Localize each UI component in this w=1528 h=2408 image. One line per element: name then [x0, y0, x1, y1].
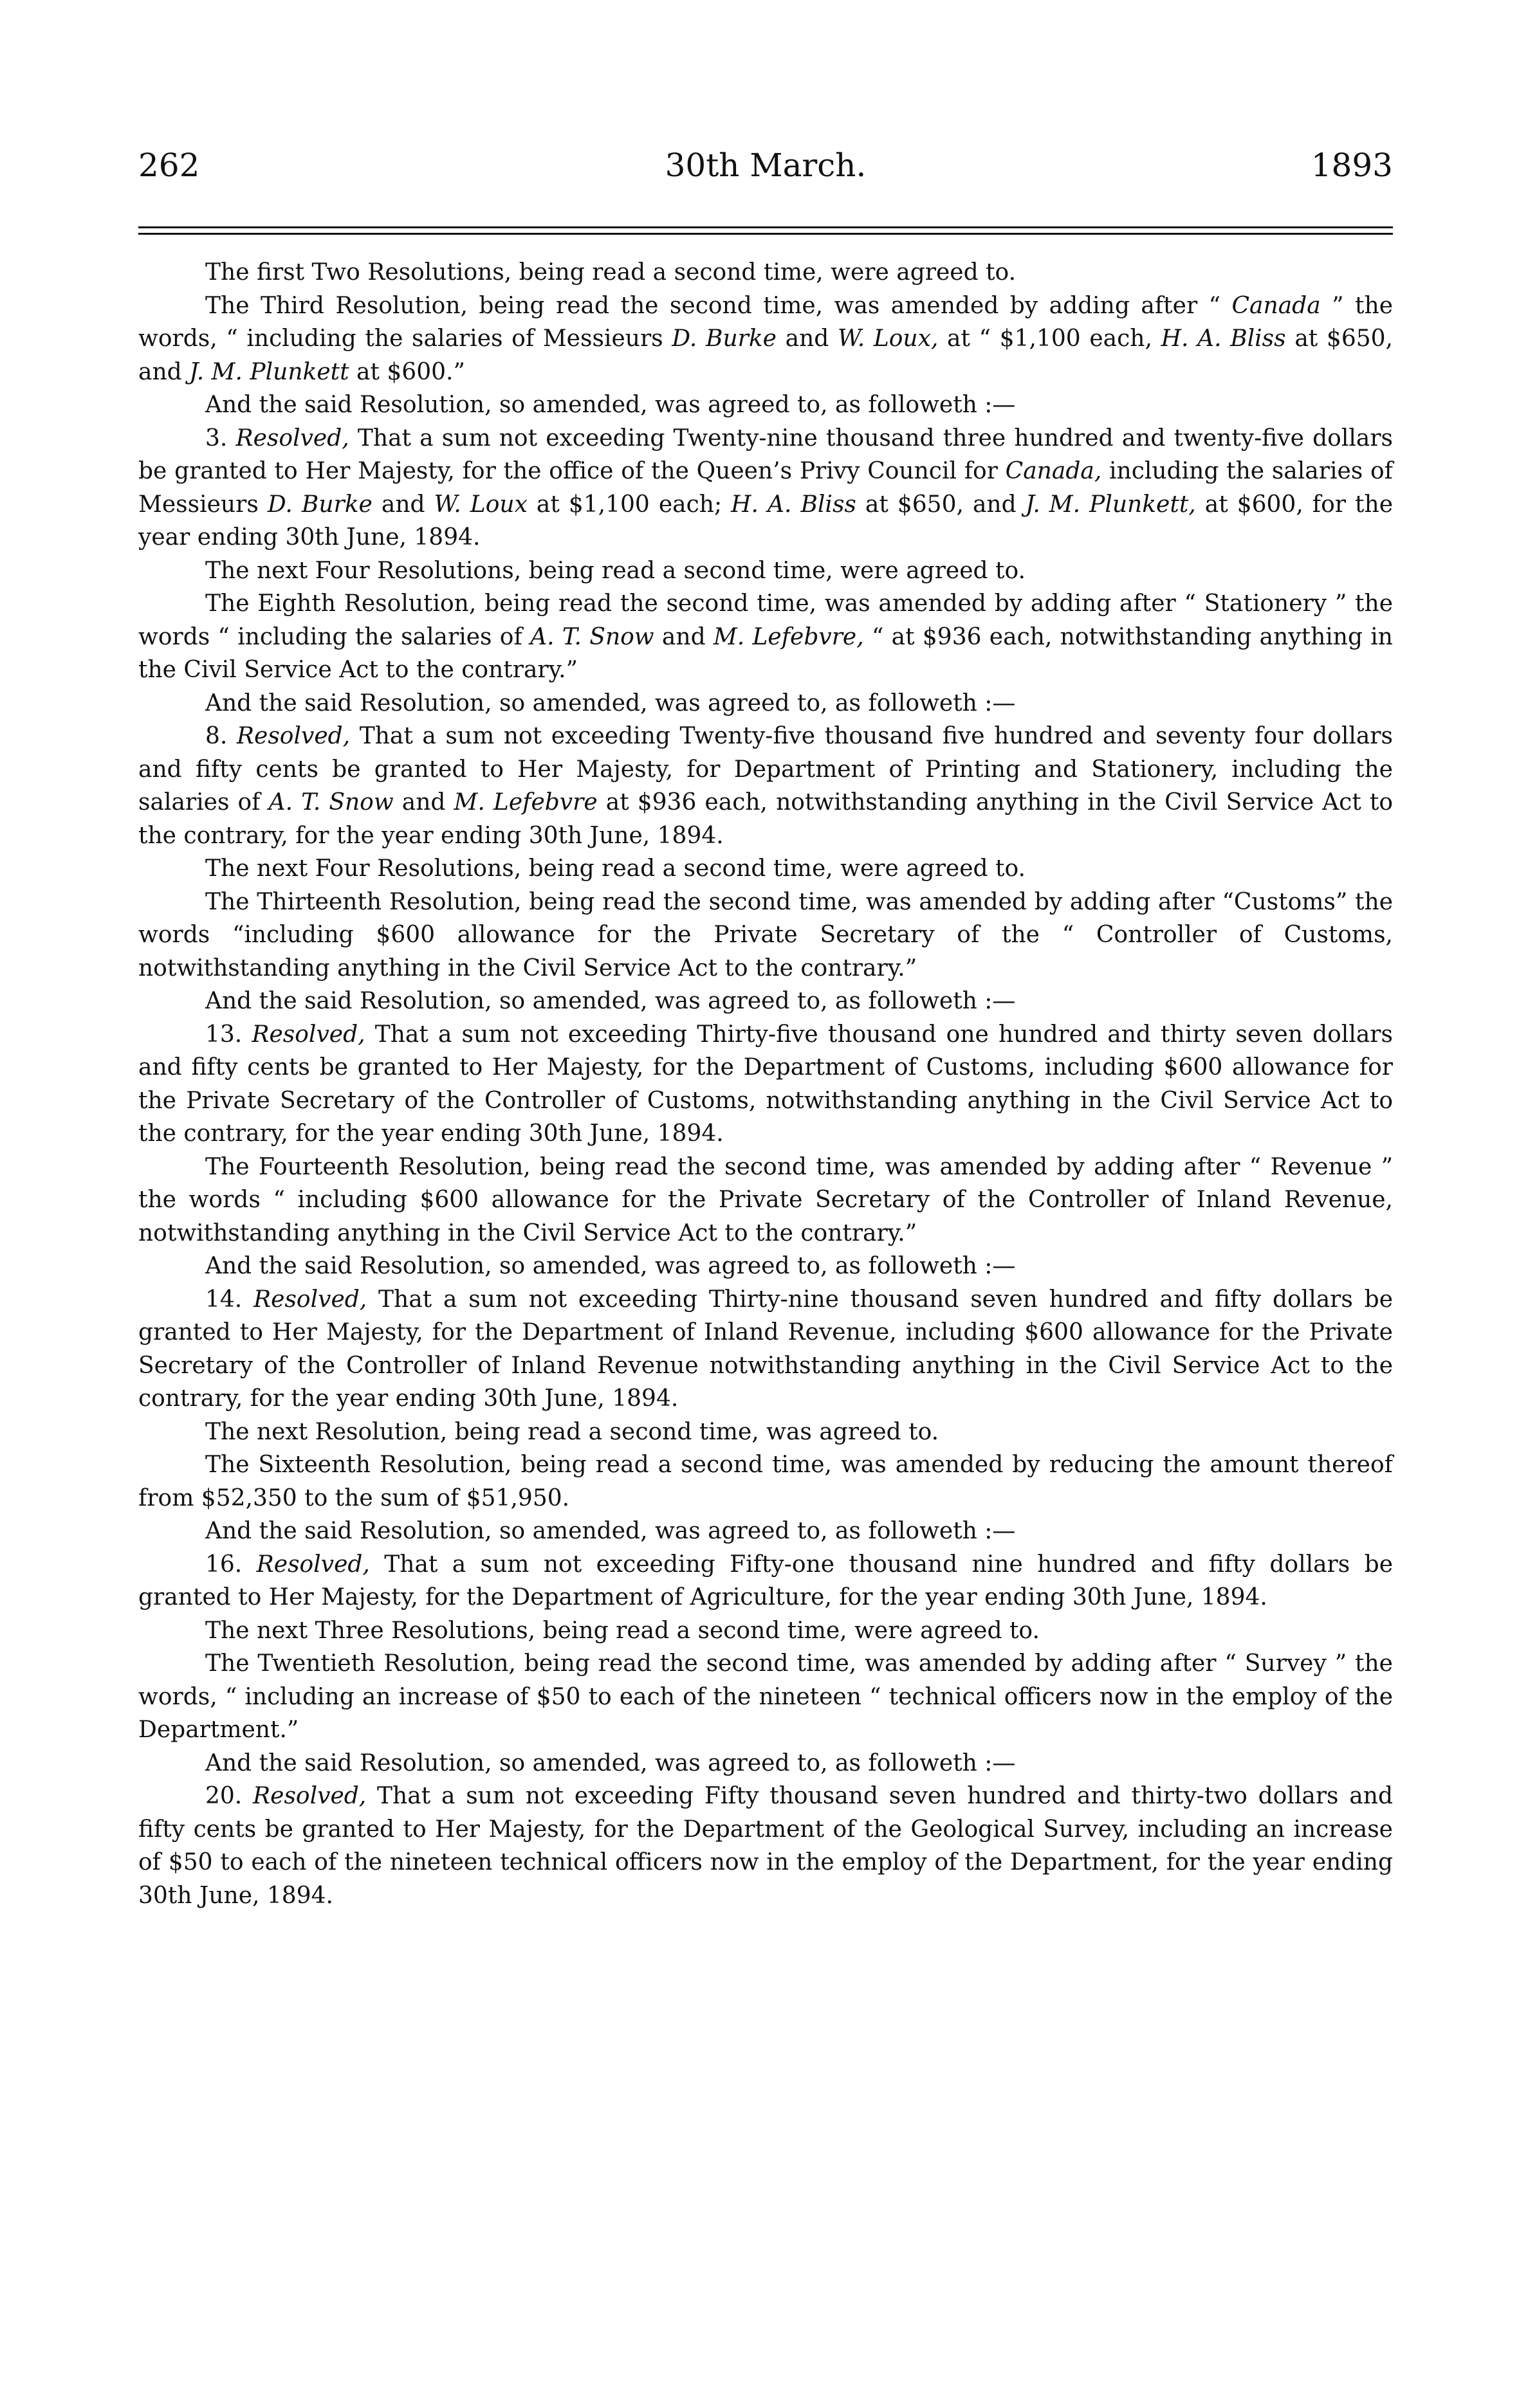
italic-text: H. A. Bliss — [731, 491, 856, 518]
paragraph-text: The next Three Resolutions, being read a second time, were agreed to. — [205, 1617, 1040, 1644]
paragraph — [138, 1548, 1393, 1614]
paragraph-text: The Eighth Resolution, being read the second time, was amended by adding after “ Stationery ” the words “ including the salaries of — [138, 590, 1393, 650]
paragraph-text: at $936 each, notwithstanding anything in the Civil Service Act to the contrary, for the year ending 30th June, 1894. — [138, 789, 1394, 849]
paragraph-text: The next Resolution, being read a second time, was agreed to. — [205, 1418, 939, 1445]
paragraph-text: The Third Resolution, being read the second time, was amended by adding after “ — [205, 292, 1232, 319]
paragraph — [138, 422, 1393, 554]
paragraph-text: at $650, and — [856, 491, 1026, 518]
italic-text: J. M. Plunkett — [189, 358, 349, 385]
paragraph-text: And the said Resolution, so amended, was agreed to, as followeth :— — [205, 689, 1016, 716]
paragraph-text: at $600, for the year ending 30th June, 1894. — [138, 491, 1393, 551]
paragraph — [138, 554, 1393, 588]
paragraph-text: “ at $936 each, notwithstanding anything in the Civil Service Act to the contrary.” — [138, 623, 1393, 683]
paragraph-text: That a sum not exceeding Twenty-five thousand five hundred and seventy four dollars and fifty cents be granted to Her Majesty, for Department of Printing and Stationery, including the salaries of — [138, 723, 1393, 816]
document-body — [138, 256, 1393, 1912]
paragraph-text: and — [654, 623, 713, 650]
paragraph — [138, 852, 1393, 886]
italic-text: Canada, — [1005, 458, 1102, 484]
page-number: 262 — [138, 147, 200, 184]
paragraph — [138, 1151, 1393, 1250]
paragraph-text: And the said Resolution, so amended, was agreed to, as followeth :— — [205, 1253, 1016, 1279]
paragraph-text: And the said Resolution, so amended, was agreed to, as followeth :— — [205, 392, 1016, 418]
italic-text: H. A. Bliss — [1161, 325, 1286, 352]
paragraph — [138, 256, 1393, 289]
page-header — [138, 143, 1393, 188]
header-rule-bottom — [138, 233, 1393, 235]
italic-text: Resolved, — [256, 1551, 370, 1578]
paragraph — [138, 1448, 1393, 1515]
paragraph-text: 8. — [205, 723, 237, 749]
paragraph — [138, 1747, 1393, 1780]
paragraph — [138, 289, 1393, 389]
paragraph — [138, 1283, 1393, 1416]
italic-text: W. Loux — [434, 491, 528, 518]
paragraph-text: The first Two Resolutions, being read a second time, were agreed to. — [205, 259, 1017, 286]
paragraph-text: at “ $1,100 each, — [938, 325, 1161, 352]
header-rule-top — [138, 226, 1393, 228]
paragraph — [138, 1647, 1393, 1747]
paragraph-text: 13. — [205, 1021, 252, 1048]
paragraph-text: And the said Resolution, so amended, was agreed to, as followeth :— — [205, 1518, 1016, 1544]
paragraph-text: That a sum not exceeding Thirty-five thousand one hundred and thirty seven dollars and fifty cents be granted to Her Majesty, for the Department of Customs, including $600 allowance for the Private Secretary of the Controller of Customs, notwithstanding anything in the Civil Service Act to the contrary, for the year ending 30th June, 1894. — [138, 1021, 1393, 1147]
paragraph — [138, 1614, 1393, 1648]
header-date: 30th March. — [665, 147, 867, 184]
paragraph-text: at $600.” — [349, 358, 465, 385]
paragraph-text: 3. — [205, 424, 236, 452]
paragraph — [138, 886, 1393, 985]
paragraph-text: That a sum not exceeding Twenty-nine thousand three hundred and twenty-five dollars be granted to Her Majesty, for the office of the Queen’s Privy Council for — [138, 424, 1393, 484]
italic-text: W. Loux, — [838, 325, 939, 352]
italic-text: Resolved, — [252, 1021, 365, 1048]
italic-text: J. M. Plunkett, — [1025, 491, 1196, 518]
paragraph-text: and — [393, 789, 454, 816]
paragraph-text: at $650, and — [138, 325, 1393, 385]
paragraph — [138, 388, 1393, 422]
paragraph — [138, 687, 1393, 720]
paragraph-text: 20. — [205, 1783, 253, 1809]
paragraph-text: The next Four Resolutions, being read a second time, were agreed to. — [205, 855, 1026, 882]
paragraph — [138, 1416, 1393, 1449]
italic-text: Resolved, — [253, 1286, 367, 1313]
paragraph — [138, 1515, 1393, 1548]
italic-text: Resolved, — [253, 1783, 367, 1809]
paragraph-text: and — [372, 491, 434, 518]
paragraph — [138, 985, 1393, 1018]
italic-text: Resolved, — [236, 723, 351, 749]
paragraph-text: at $1,100 each; — [527, 491, 732, 518]
paragraph — [138, 1018, 1393, 1151]
paragraph — [138, 587, 1393, 687]
paragraph-text: ” the words, “ including the salaries of Messieurs — [138, 292, 1393, 352]
paragraph-text: The Thirteenth Resolution, being read the second time, was amended by adding after “Customs” the words “including $600 allowance for the Private Secretary of the “ Controller of Customs, notwithstanding anything in the Civil Service Act to the contrary.” — [138, 888, 1393, 981]
italic-text: A. T. Snow — [268, 789, 394, 816]
paragraph-text: That a sum not exceeding Fifty thousand seven hundred and thirty-two dollars and fifty cents be granted to Her Majesty, for the Department of the Geological Survey, including an increase of $50 to each of the nineteen technical officers now in the employ of the Department, for the year ending 30th June, 1894. — [138, 1783, 1393, 1909]
italic-text: A. T. Snow — [530, 623, 654, 650]
italic-text: M. Lefebvre — [454, 789, 598, 816]
paragraph-text: The Fourteenth Resolution, being read the second time, was amended by adding after “ Revenue ” the words “ including $600 allowance for the Private Secretary of the Controller of Inland Revenue, notwithstanding anything in the Civil Service Act to the contrary.” — [138, 1153, 1393, 1246]
paragraph-text: 16. — [205, 1551, 257, 1578]
paragraph — [138, 1780, 1393, 1912]
paragraph-text: 14. — [205, 1286, 254, 1313]
italic-text: Resolved, — [235, 424, 349, 452]
paragraph-text: That a sum not exceeding Thirty-nine thousand seven hundred and fifty dollars be granted to Her Majesty, for the Department of Inland Revenue, including $600 allowance for the Private Secretary of the Controller of Inland Revenue notwithstanding anything in the Civil Service Act to the contrary, for the year ending 30th June, 1894. — [138, 1286, 1393, 1412]
italic-text: M. Lefebvre, — [713, 623, 864, 650]
header-year: 1893 — [1311, 147, 1393, 184]
italic-text: Canada — [1231, 292, 1321, 319]
paragraph-text: The Sixteenth Resolution, being read a second time, was amended by reducing the amount thereof from $52,350 to the sum of $51,950. — [138, 1452, 1393, 1511]
paragraph — [138, 720, 1393, 852]
paragraph-text: And the said Resolution, so amended, was agreed to, as followeth :— — [205, 1749, 1016, 1776]
paragraph — [138, 1250, 1393, 1283]
paragraph-text: That a sum not exceeding Fifty-one thousand nine hundred and fifty dollars be granted to Her Majesty, for the Department of Agriculture, for the year ending 30th June, 1894. — [138, 1551, 1393, 1610]
italic-text: D. Burke — [672, 325, 777, 352]
italic-text: D. Burke — [267, 491, 373, 518]
paragraph-text: The Twentieth Resolution, being read the second time, was amended by adding after “ Survey ” the words, “ including an increase of $50 to each of the nineteen “ technical officers now in the employ of the Department.” — [138, 1650, 1393, 1743]
paragraph-text: including the salaries of Messieurs — [138, 458, 1393, 518]
paragraph-text: The next Four Resolutions, being read a second time, were agreed to. — [205, 557, 1026, 584]
paragraph-text: and — [776, 325, 838, 352]
paragraph-text: And the said Resolution, so amended, was agreed to, as followeth :— — [205, 988, 1016, 1014]
